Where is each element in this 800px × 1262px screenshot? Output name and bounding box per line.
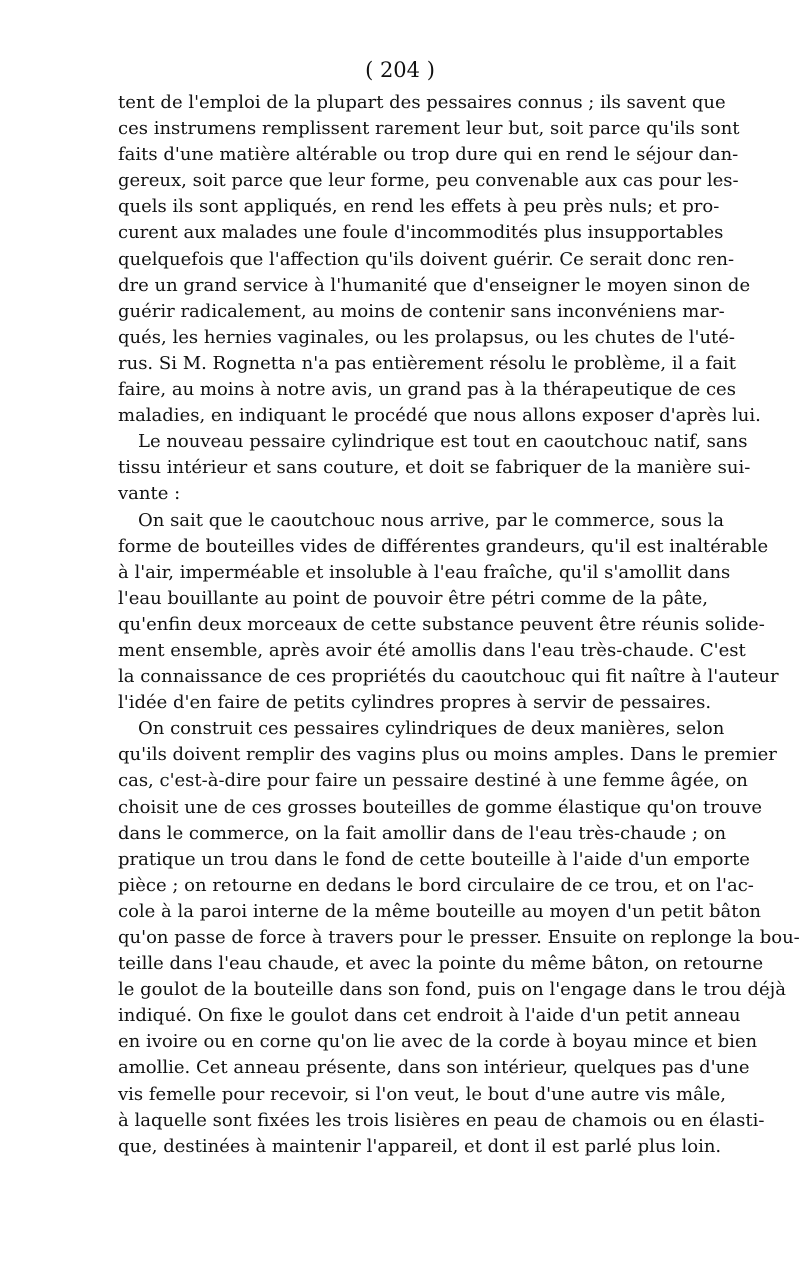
paragraph [118,508,779,717]
text-line: qu'on passe de force à travers pour le presser. Ensuite on replonge la bou- [118,927,800,948]
text-line: teille dans l'eau chaude, et avec la pointe du même bâton, on retourne [118,953,764,975]
paragraph [118,716,800,1160]
text-line: l'eau bouillante au point de pouvoir être pétri comme de la pâte, [118,587,708,609]
text-line: quels ils sont appliqués, en rend les effets à peu près nuls; et pro- [118,196,720,218]
text-line: amollie. Cet anneau présente, dans son intérieur, quelques pas d'une [118,1057,750,1079]
text-line: cole à la paroi interne de la même bouteille au moyen d'un petit bâton [118,900,761,922]
text-line: que, destinées à maintenir l'appareil, et dont il est parlé plus loin. [118,1135,722,1157]
text-line: On construit ces pessaires cylindriques de deux manières, selon [138,718,725,740]
text-line: faits d'une matière altérable ou trop dure qui en rend le séjour dan- [118,144,739,166]
text-line: à laquelle sont fixées les trois lisières en peau de chamois ou en élasti- [118,1109,765,1131]
text-line: l'idée d'en faire de petits cylindres propres à servir de pessaires. [118,692,712,714]
text-line: choisit une de ces grosses bouteilles de gomme élastique qu'on trouve [118,796,763,818]
text-line: vis femelle pour recevoir, si l'on veut, le bout d'une autre vis mâle, [118,1083,726,1105]
text-line: pièce ; on retourne en dedans le bord circulaire de ce trou, et on l'ac- [118,874,754,896]
text-line: à l'air, imperméable et insoluble à l'eau fraîche, qu'il s'amollit dans [118,561,731,583]
text-line: dre un grand service à l'humanité que d'enseigner le moyen sinon de [118,274,751,296]
text-line: maladies, en indiquant le procédé que nous allons exposer d'après lui. [118,405,761,427]
text-line: curent aux malades une foule d'incommodités plus insupportables [118,222,724,244]
text-line: gereux, soit parce que leur forme, peu convenable aux cas pour les- [118,170,739,192]
text-line: qu'enfin deux morceaux de cette substance peuvent être réunis solide- [118,613,765,635]
text-line: dans le commerce, on la fait amollir dans de l'eau très-chaude ; on [118,822,727,844]
text-line: tent de l'emploi de la plupart des pessaires connus ; ils savent que [118,92,726,113]
text-line: forme de bouteilles vides de différentes grandeurs, qu'il est inaltérable [118,535,769,557]
text-line: guérir radicalement, au moins de contenir sans inconvéniens mar- [118,300,725,322]
text-line: ces instrumens remplissent rarement leur but, soit parce qu'ils sont [118,118,740,140]
paragraph [118,429,751,507]
text-line: la connaissance de ces propriétés du caoutchouc qui fit naître à l'auteur [118,666,779,688]
text-line: ment ensemble, après avoir été amollis dans l'eau très-chaude. C'est [118,639,746,661]
body-text [118,90,800,1160]
page-number: ( 204 ) [365,58,435,82]
text-line: faire, au moins à notre avis, un grand pas à la thérapeutique de ces [118,379,736,401]
paragraph [118,90,761,429]
text-line: tissu intérieur et sans couture, et doit se fabriquer de la manière sui- [118,457,751,479]
text-line: vante : [118,483,181,505]
text-line: le goulot de la bouteille dans son fond, puis on l'engage dans le trou déjà [118,979,786,1001]
text-line: qués, les hernies vaginales, ou les prolapsus, ou les chutes de l'uté- [118,326,736,348]
text-line: cas, c'est-à-dire pour faire un pessaire destiné à une femme âgée, on [118,770,748,792]
text-line: On sait que le caoutchouc nous arrive, par le commerce, sous la [138,509,725,531]
text-line: qu'ils doivent remplir des vagins plus ou moins amples. Dans le premier [118,744,777,766]
text-line: en ivoire ou en corne qu'on lie avec de la corde à boyau mince et bien [118,1031,758,1053]
text-line: pratique un trou dans le fond de cette bouteille à l'aide d'un emporte [118,848,750,870]
text-line: Le nouveau pessaire cylindrique est tout en caoutchouc natif, sans [138,431,748,453]
text-line: rus. Si M. Rognetta n'a pas entièrement résolu le problème, il a fait [118,352,736,374]
text-line: quelquefois que l'affection qu'ils doivent guérir. Ce serait donc ren- [118,248,735,270]
text-line: indiqué. On fixe le goulot dans cet endroit à l'aide d'un petit anneau [118,1005,741,1027]
